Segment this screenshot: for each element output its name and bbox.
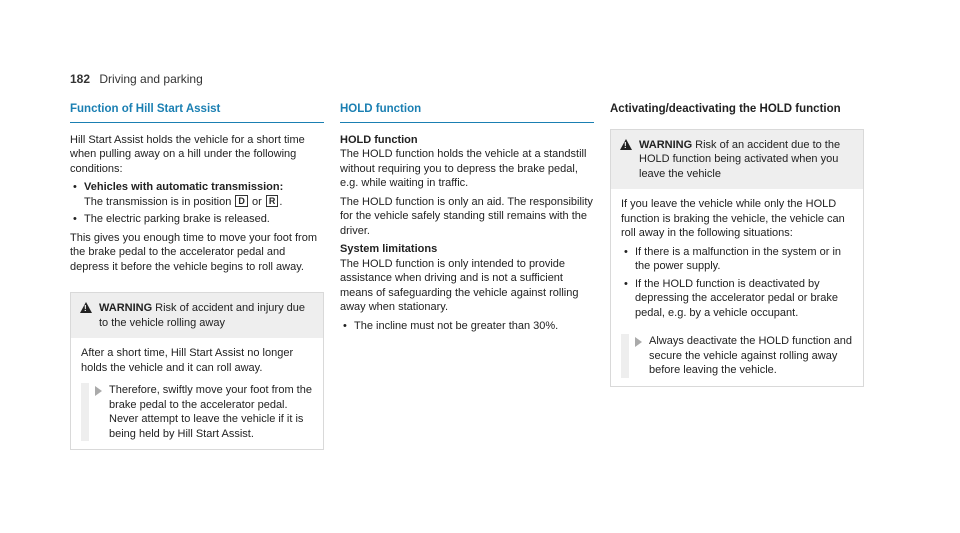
- paragraph: The HOLD function is only an aid. The responsibility for the vehicle safely standing still remains with the driver.: [340, 195, 593, 237]
- paragraph: The HOLD function holds the vehicle at a standstill without requiring you to depress the brake pedal, e.g. while waiting in traffic.: [340, 148, 587, 189]
- step-text: Therefore, swiftly move your foot from the brake pedal to the accelerator pedal. Never attempt to leave the vehicle if it is being held by Hill Start Assist.: [109, 384, 312, 440]
- limitations-list: [340, 319, 594, 334]
- warning-keyword: WARNING: [639, 138, 693, 151]
- list-item: • If the HOLD function is deactivated by depressing the accelerator pedal or brake pedal, e.g. by a vehicle occupant.: [621, 277, 853, 321]
- conditions-list: [70, 180, 324, 227]
- warning-keyword: WARNING: [99, 302, 153, 314]
- arrow-right-icon: [635, 337, 642, 347]
- warning-text: After a short time, Hill Start Assist no longer holds the vehicle and it can roll away.: [81, 347, 294, 374]
- warning-header: [611, 130, 863, 190]
- section-title-hold-function: HOLD function: [340, 102, 594, 123]
- list-item: [70, 180, 324, 209]
- bullet-text-or: or: [248, 195, 265, 208]
- column-hill-start-assist: [70, 102, 324, 450]
- column-hold-function: [340, 102, 594, 337]
- warning-header: [71, 293, 323, 338]
- warning-triangle-icon: [80, 302, 92, 313]
- warning-box: [610, 129, 864, 387]
- instruction-step: [81, 383, 313, 441]
- warning-triangle-icon: [620, 139, 632, 150]
- list-item: • If there is a malfunction in the system or in the power supply.: [621, 245, 853, 274]
- step-text: Always deactivate the HOLD function and secure the vehicle against rolling away before leaving the vehicle.: [649, 335, 853, 376]
- page-header: [70, 72, 203, 86]
- chapter-title: Driving and parking: [99, 72, 203, 86]
- warning-box: [70, 292, 324, 450]
- list-item: • The incline must not be greater than 30%.: [340, 319, 594, 334]
- warning-body: [71, 338, 323, 449]
- subheading: HOLD function: [340, 133, 418, 146]
- bullet-text-end: .: [279, 195, 283, 208]
- instruction-step: [621, 334, 853, 378]
- bullet-text: The transmission is in position: [84, 195, 235, 208]
- intro-text: Hill Start Assist holds the vehicle for a short time when pulling away on a hill under the following conditions:: [70, 133, 305, 175]
- warning-body: [611, 189, 863, 386]
- warning-head-text: Risk of accident and injury due to the vehicle rolling away: [99, 302, 305, 329]
- column-activate-hold: [610, 102, 864, 387]
- gear-r-symbol: R: [266, 195, 279, 207]
- warning-head-text: Risk of an accident due to the HOLD function being activated when you leave the vehicle: [639, 138, 841, 180]
- situations-list: [621, 245, 853, 321]
- arrow-right-icon: [95, 386, 102, 396]
- section-title-activating-hold: Activating/deactivating the HOLD function: [610, 103, 841, 115]
- subheading: System limitations: [340, 243, 438, 255]
- page-number: 182: [70, 72, 91, 86]
- warning-text: If you leave the vehicle while only the HOLD function is braking the vehicle, the vehicle can roll away in the following situations:: [621, 198, 845, 239]
- section-title-hill-start-assist: Function of Hill Start Assist: [70, 102, 324, 123]
- list-item: • The electric parking brake is released.: [70, 212, 324, 227]
- paragraph: The HOLD function is only intended to provide assistance when driving and is not a sufficient means of safeguarding the vehicle against rolling away when stationary.: [340, 257, 579, 313]
- outro-text: This gives you enough time to move your foot from the brake pedal to the accelerator pedal and depress it before the vehicle begins to roll away.: [70, 231, 318, 273]
- bullet-title: Vehicles with automatic transmission:: [84, 181, 284, 193]
- gear-d-symbol: D: [235, 195, 248, 207]
